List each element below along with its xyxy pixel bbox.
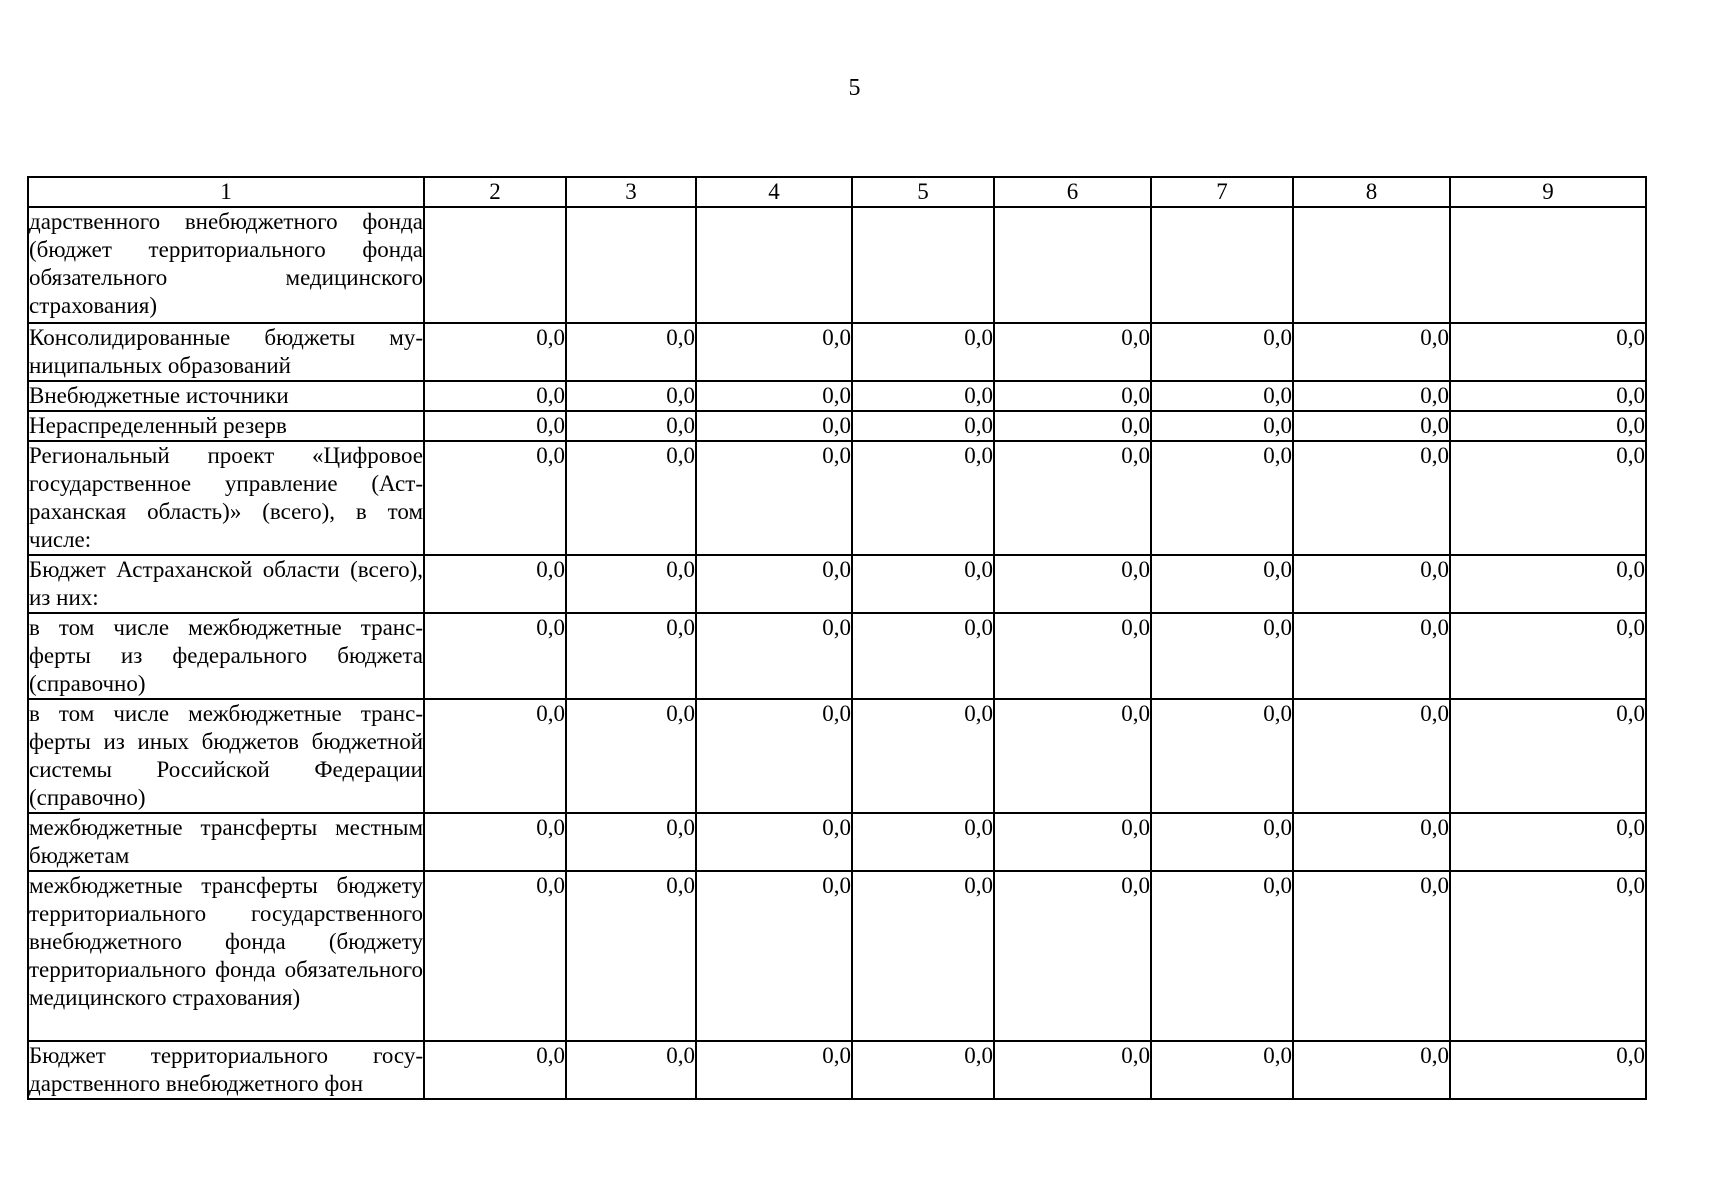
- column-header: 7: [1151, 177, 1293, 207]
- cell-value: 0,0: [424, 871, 566, 1041]
- cell-value: 0,0: [696, 613, 852, 699]
- cell-value: 0,0: [566, 813, 696, 871]
- table-row: [28, 1041, 1646, 1099]
- cell-value: 0,0: [1450, 441, 1646, 555]
- cell-value: 0,0: [994, 1041, 1151, 1099]
- cell-value: 0,0: [696, 699, 852, 813]
- cell-value: 0,0: [1450, 813, 1646, 871]
- cell-value: 0,0: [1151, 813, 1293, 871]
- cell-value: 0,0: [1450, 613, 1646, 699]
- cell-value: 0,0: [1450, 381, 1646, 411]
- cell-value: 0,0: [1293, 323, 1450, 381]
- cell-value: 0,0: [1293, 871, 1450, 1041]
- row-label: Бюджет территориального государственного внебюджетного фон: [28, 1041, 424, 1099]
- row-label: в том числе межбюджетные трансферты из иных бюджетов бюджетной системы Российской Федерации (справочно): [28, 699, 424, 813]
- cell-value: 0,0: [994, 813, 1151, 871]
- cell-value: 0,0: [994, 555, 1151, 613]
- table-row: [28, 613, 1646, 699]
- cell-value: 0,0: [696, 323, 852, 381]
- cell-value: 0,0: [852, 813, 994, 871]
- cell-value: [994, 207, 1151, 323]
- cell-value: 0,0: [994, 441, 1151, 555]
- cell-value: 0,0: [696, 1041, 852, 1099]
- cell-value: [424, 207, 566, 323]
- column-header: 2: [424, 177, 566, 207]
- cell-value: 0,0: [1450, 411, 1646, 441]
- cell-value: 0,0: [424, 323, 566, 381]
- cell-value: 0,0: [1151, 555, 1293, 613]
- cell-value: 0,0: [1293, 699, 1450, 813]
- table-row: [28, 207, 1646, 323]
- cell-value: 0,0: [424, 1041, 566, 1099]
- cell-value: 0,0: [852, 699, 994, 813]
- cell-value: 0,0: [1293, 813, 1450, 871]
- cell-value: 0,0: [1151, 699, 1293, 813]
- cell-value: 0,0: [994, 871, 1151, 1041]
- column-header: 8: [1293, 177, 1450, 207]
- cell-value: 0,0: [424, 381, 566, 411]
- cell-value: 0,0: [696, 411, 852, 441]
- row-label: Внебюджетные источники: [28, 381, 424, 411]
- cell-value: 0,0: [566, 699, 696, 813]
- cell-value: 0,0: [994, 613, 1151, 699]
- cell-value: 0,0: [1293, 381, 1450, 411]
- cell-value: 0,0: [1293, 441, 1450, 555]
- row-label: Региональный проект «Цифровое государственное управление (Астраханская область)» (всего), в том числе:: [28, 441, 424, 555]
- cell-value: [696, 207, 852, 323]
- cell-value: 0,0: [852, 323, 994, 381]
- row-label: межбюджетные трансферты бюджету территориального государственного внебюджетного фонда (бюджету территориального фонда обязательного медицинского страхования): [28, 871, 424, 1041]
- cell-value: 0,0: [1293, 613, 1450, 699]
- column-header: 4: [696, 177, 852, 207]
- column-header: 3: [566, 177, 696, 207]
- cell-value: 0,0: [994, 699, 1151, 813]
- cell-value: [1151, 207, 1293, 323]
- page-number: 5: [848, 75, 861, 101]
- row-label: межбюджетные трансферты местным бюджетам: [28, 813, 424, 871]
- table-row: [28, 555, 1646, 613]
- table-row: [28, 411, 1646, 441]
- cell-value: 0,0: [696, 555, 852, 613]
- cell-value: 0,0: [1151, 381, 1293, 411]
- table-row: [28, 813, 1646, 871]
- cell-value: 0,0: [696, 441, 852, 555]
- cell-value: 0,0: [852, 555, 994, 613]
- cell-value: 0,0: [424, 613, 566, 699]
- cell-value: 0,0: [1450, 871, 1646, 1041]
- column-header: 6: [994, 177, 1151, 207]
- cell-value: 0,0: [424, 699, 566, 813]
- table-row: [28, 699, 1646, 813]
- cell-value: 0,0: [1151, 411, 1293, 441]
- budget-table: [27, 176, 1647, 1100]
- table-row: [28, 323, 1646, 381]
- cell-value: 0,0: [1293, 555, 1450, 613]
- cell-value: 0,0: [1293, 1041, 1450, 1099]
- cell-value: 0,0: [1151, 323, 1293, 381]
- cell-value: 0,0: [566, 441, 696, 555]
- table-row: [28, 441, 1646, 555]
- cell-value: 0,0: [852, 441, 994, 555]
- row-label: в том числе межбюджетные трансферты из федерального бюджета (справочно): [28, 613, 424, 699]
- cell-value: 0,0: [696, 813, 852, 871]
- cell-value: 0,0: [852, 411, 994, 441]
- column-header: 9: [1450, 177, 1646, 207]
- row-label: Бюджет Астраханской области (всего), из них:: [28, 555, 424, 613]
- cell-value: 0,0: [566, 411, 696, 441]
- cell-value: 0,0: [424, 555, 566, 613]
- cell-value: 0,0: [1450, 1041, 1646, 1099]
- cell-value: 0,0: [994, 381, 1151, 411]
- cell-value: [566, 207, 696, 323]
- cell-value: [852, 207, 994, 323]
- column-header: 1: [28, 177, 424, 207]
- cell-value: 0,0: [566, 1041, 696, 1099]
- cell-value: 0,0: [852, 1041, 994, 1099]
- cell-value: 0,0: [1450, 699, 1646, 813]
- header-row: [28, 177, 1646, 207]
- cell-value: 0,0: [566, 323, 696, 381]
- cell-value: 0,0: [566, 555, 696, 613]
- row-label: Нераспределенный резерв: [28, 411, 424, 441]
- cell-value: 0,0: [1151, 613, 1293, 699]
- cell-value: 0,0: [1151, 441, 1293, 555]
- cell-value: [1293, 207, 1450, 323]
- cell-value: 0,0: [696, 381, 852, 411]
- column-header: 5: [852, 177, 994, 207]
- cell-value: 0,0: [994, 411, 1151, 441]
- cell-value: 0,0: [852, 871, 994, 1041]
- cell-value: 0,0: [1293, 411, 1450, 441]
- cell-value: 0,0: [1450, 555, 1646, 613]
- cell-value: 0,0: [1450, 323, 1646, 381]
- cell-value: 0,0: [424, 441, 566, 555]
- cell-value: 0,0: [1151, 1041, 1293, 1099]
- cell-value: 0,0: [424, 411, 566, 441]
- table-row: [28, 871, 1646, 1041]
- table-header: [28, 177, 1646, 207]
- cell-value: 0,0: [1151, 871, 1293, 1041]
- cell-value: 0,0: [852, 381, 994, 411]
- row-label: Консолидированные бюджеты муниципальных образований: [28, 323, 424, 381]
- cell-value: 0,0: [696, 871, 852, 1041]
- cell-value: 0,0: [424, 813, 566, 871]
- cell-value: [1450, 207, 1646, 323]
- row-label: дарственного внебюджетного фонда (бюджет территориального фонда обязательного медицинского страхования): [28, 207, 424, 323]
- table-row: [28, 381, 1646, 411]
- cell-value: 0,0: [566, 381, 696, 411]
- cell-value: 0,0: [852, 613, 994, 699]
- cell-value: 0,0: [994, 323, 1151, 381]
- cell-value: 0,0: [566, 871, 696, 1041]
- cell-value: 0,0: [566, 613, 696, 699]
- table-body: [28, 207, 1646, 1099]
